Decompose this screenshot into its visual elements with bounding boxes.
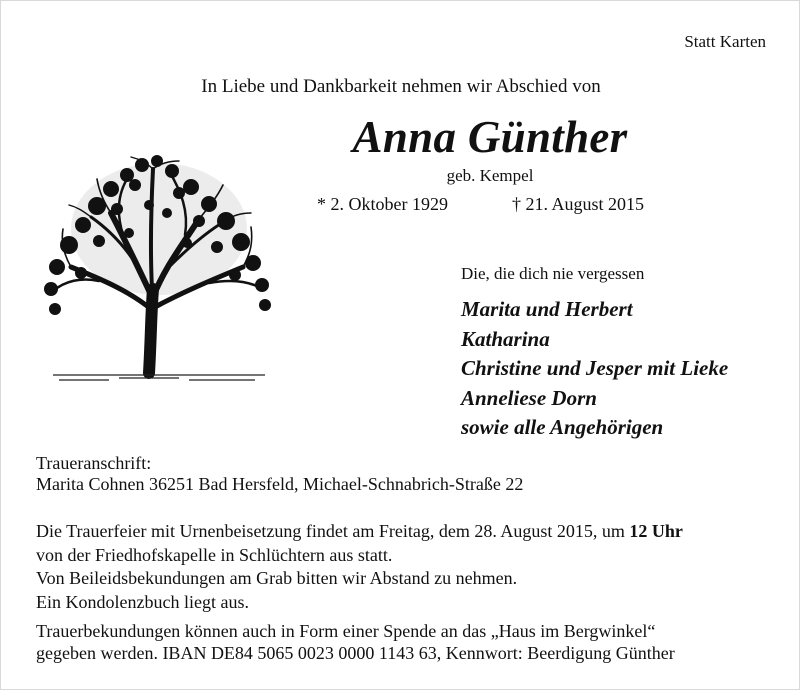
maiden-name: geb. Kempel bbox=[446, 166, 534, 185]
donation-line-2: gegeben werden. IBAN DE84 5065 0023 0000 1143 63, Kennwort: Beerdigung Günther bbox=[36, 643, 675, 663]
mourner-name: Christine und Jesper mit Lieke bbox=[461, 356, 729, 380]
funeral-line-3: Von Beileidsbekundungen am Grab bitten wir Abstand zu nehmen. bbox=[36, 568, 518, 588]
birth-date: * 2. Oktober 1929 bbox=[317, 194, 448, 214]
funeral-time: 12 Uhr bbox=[629, 521, 683, 541]
address-label: Traueranschrift: bbox=[36, 453, 152, 473]
mourners-intro: Die, die dich nie vergessen bbox=[461, 264, 645, 283]
funeral-line-1 bbox=[36, 520, 683, 544]
donation-info bbox=[36, 620, 675, 664]
deceased-name: Anna Günther bbox=[352, 112, 628, 162]
mourner-name: Marita und Herbert bbox=[461, 297, 633, 321]
funeral-date-text: Die Trauerfeier mit Urnenbeisetzung findet am Freitag, dem 28. August 2015, um bbox=[36, 521, 630, 541]
donation-line-1: Trauerbekundungen können auch in Form einer Spende an das „Haus im Bergwinkel“ bbox=[36, 621, 656, 641]
funeral-info bbox=[36, 520, 683, 614]
statt-karten-note: Statt Karten bbox=[684, 32, 766, 51]
death-date: † 21. August 2015 bbox=[512, 194, 645, 214]
mourners-list bbox=[461, 295, 728, 443]
mourner-name: Katharina bbox=[461, 326, 550, 351]
tree-icon bbox=[39, 149, 279, 385]
mourner-name: Anneliese Dorn bbox=[461, 385, 597, 410]
mourner-name: sowie alle Angehörigen bbox=[461, 415, 664, 439]
funeral-line-2: von der Friedhofskapelle in Schlüchtern aus statt. bbox=[36, 544, 393, 565]
funeral-line-4: Ein Kondolenzbuch liegt aus. bbox=[36, 591, 249, 612]
mourning-address: Marita Cohnen 36251 Bad Hersfeld, Michael-Schnabrich-Straße 22 bbox=[36, 474, 524, 494]
farewell-intro: In Liebe und Dankbarkeit nehmen wir Abschied von bbox=[201, 76, 601, 97]
